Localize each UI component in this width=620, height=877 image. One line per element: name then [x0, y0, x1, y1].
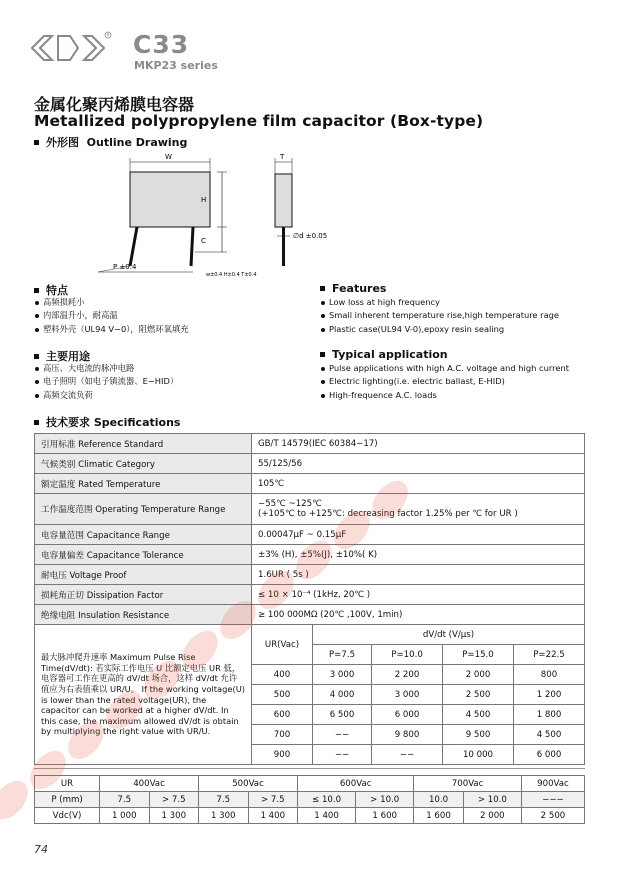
table-row: 损耗角正切 Dissipation Factor ≤ 10 × 10⁻⁴ (1kHz, 20℃ )	[35, 585, 585, 605]
table-row: 电容量范围 Capacitance Range 0.00047μF ~ 0.15μF	[35, 525, 585, 545]
list-item: Low loss at high frequency	[320, 296, 559, 309]
table-row: 额定温度 Rated Temperature 105℃	[35, 474, 585, 494]
features-en-heading: Features	[320, 282, 386, 295]
page-number: 74	[34, 843, 48, 856]
title-en: Metallized polypropylene film capacitor (Box-type)	[34, 112, 484, 130]
pulse-description: 最大脉冲爬升速率 Maximum Pulse Rise Time(dV/dt): 若实际工作电压 U 比额定电压 UR 低，电容器可工作在更高的 dV/dt 场合，这样 dV/dt 允许值应为右表值乘以 UR/U。 If the working voltage(U) is lower than the rated voltage(UR), the capacitor can be worked at a higher dV/dt. In this case, the maximum allowed dV/dt is obtain by multiplying the right value with UR/U.	[35, 625, 252, 765]
series-code: C33	[133, 30, 190, 59]
company-logo	[30, 30, 112, 66]
table-row: 气候类别 Climatic Category 55/125/56	[35, 454, 585, 474]
label-p: P ±0.4	[113, 263, 137, 271]
divider	[34, 768, 585, 769]
list-item: Plastic case(UL94 V-0),epoxy resin sealing	[320, 323, 559, 336]
tolerance-note: w±0.4 H±0.4 T±0.4	[206, 272, 257, 278]
table-row: 600 6 500 6 000 4 500 1 800	[35, 705, 585, 725]
app-en-heading: Typical application	[320, 348, 448, 361]
table-row: 电容量偏差 Capacitance Tolerance ±3% (H), ±5%(J), ±10%( K)	[35, 545, 585, 565]
list-item: 内部温升小，耐高温	[34, 309, 189, 322]
app-en-list	[320, 362, 569, 402]
table-row: 耐电压 Voltage Proof 1.6UR ( 5s )	[35, 565, 585, 585]
spec-heading: 技术要求 Specifications	[34, 414, 180, 430]
list-item: 塑料外壳（UL94 V−0），阻燃环氧填充	[34, 323, 189, 336]
table-row: P (mm) 7.5 > 7.5 7.5 > 7.5 ≤ 10.0 > 10.0 10.0 > 10.0 −−−	[35, 792, 585, 808]
list-item: Small inherent temperature rise,high temperature rage	[320, 309, 559, 322]
app-cn-heading: 主要用途	[34, 348, 90, 364]
label-w: W	[165, 153, 172, 161]
table-row: 工作温度范围 Operating Temperature Range −55℃ ~125℃ (+105℃ to +125℃: decreasing factor 1.25% per ℃ for UR )	[35, 494, 585, 525]
app-cn-list	[34, 362, 178, 402]
table-row: 500 4 000 3 000 2 500 1 200	[35, 685, 585, 705]
list-item: 电子照明（如电子镇流器、E−HID）	[34, 375, 178, 388]
svg-text:R: R	[106, 32, 110, 38]
label-h: H	[201, 196, 207, 204]
title-cn: 金属化聚丙烯膜电容器	[34, 95, 195, 114]
series-name: MKP23 series	[134, 59, 218, 72]
label-c: C	[201, 237, 206, 245]
label-t: T	[280, 153, 285, 161]
table-row: P=7.5 P=10.0 P=15.0 P=22.5	[35, 645, 585, 665]
label-d: ∅d ±0.05	[293, 232, 328, 240]
table-row: 引用标准 Reference Standard GB/T 14579(IEC 60384−17)	[35, 434, 585, 454]
table-row: UR 400Vac 500Vac 600Vac 700Vac 900Vac	[35, 776, 585, 792]
features-cn-heading: 特点	[34, 282, 68, 298]
table-row: 900 −− −− 10 000 6 000	[35, 745, 585, 765]
features-cn-list	[34, 296, 189, 336]
list-item: 高压、大电流的脉冲电路	[34, 362, 178, 375]
table-row: 最大脉冲爬升速率 Maximum Pulse Rise Time(dV/dt): 若实际工作电压 U 比额定电压 UR 低，电容器可工作在更高的 dV/dt 场合，这样 dV/dt 允许值应为右表值乘以 UR/U。 If the working voltage(U) is lower than the rated voltage(UR), the capacitor can be worked at a higher dV/dt. In this case, the maximum allowed dV/dt is obtain by multiplying the right value with UR/U. UR(Vac) dV/dt (V/μs)	[35, 625, 585, 645]
table-row: 400 3 000 2 200 2 000 800	[35, 665, 585, 685]
features-en-list	[320, 296, 559, 336]
voltage-table	[34, 775, 585, 824]
list-item: High-frequence A.C. loads	[320, 389, 569, 402]
table-row: 700 −− 9 800 9 500 4 500	[35, 725, 585, 745]
list-item: 高频交流负荷	[34, 389, 178, 402]
table-row: Vdc(V) 1 000 1 300 1 300 1 400 1 400 1 600 1 600 2 000 2 500	[35, 808, 585, 824]
list-item: Pulse applications with high A.C. voltage and high current	[320, 362, 569, 375]
list-item: Electric lighting(i.e. electric ballast, E-HID)	[320, 375, 569, 388]
outline-drawing	[85, 148, 355, 278]
list-item: 高频损耗小	[34, 296, 189, 309]
table-row: 绝缘电阻 Insulation Resistance ≥ 100 000MΩ (20℃ ,100V, 1min)	[35, 605, 585, 625]
outline-heading: 外形图 Outline Drawing	[34, 134, 187, 150]
spec-table	[34, 433, 585, 765]
